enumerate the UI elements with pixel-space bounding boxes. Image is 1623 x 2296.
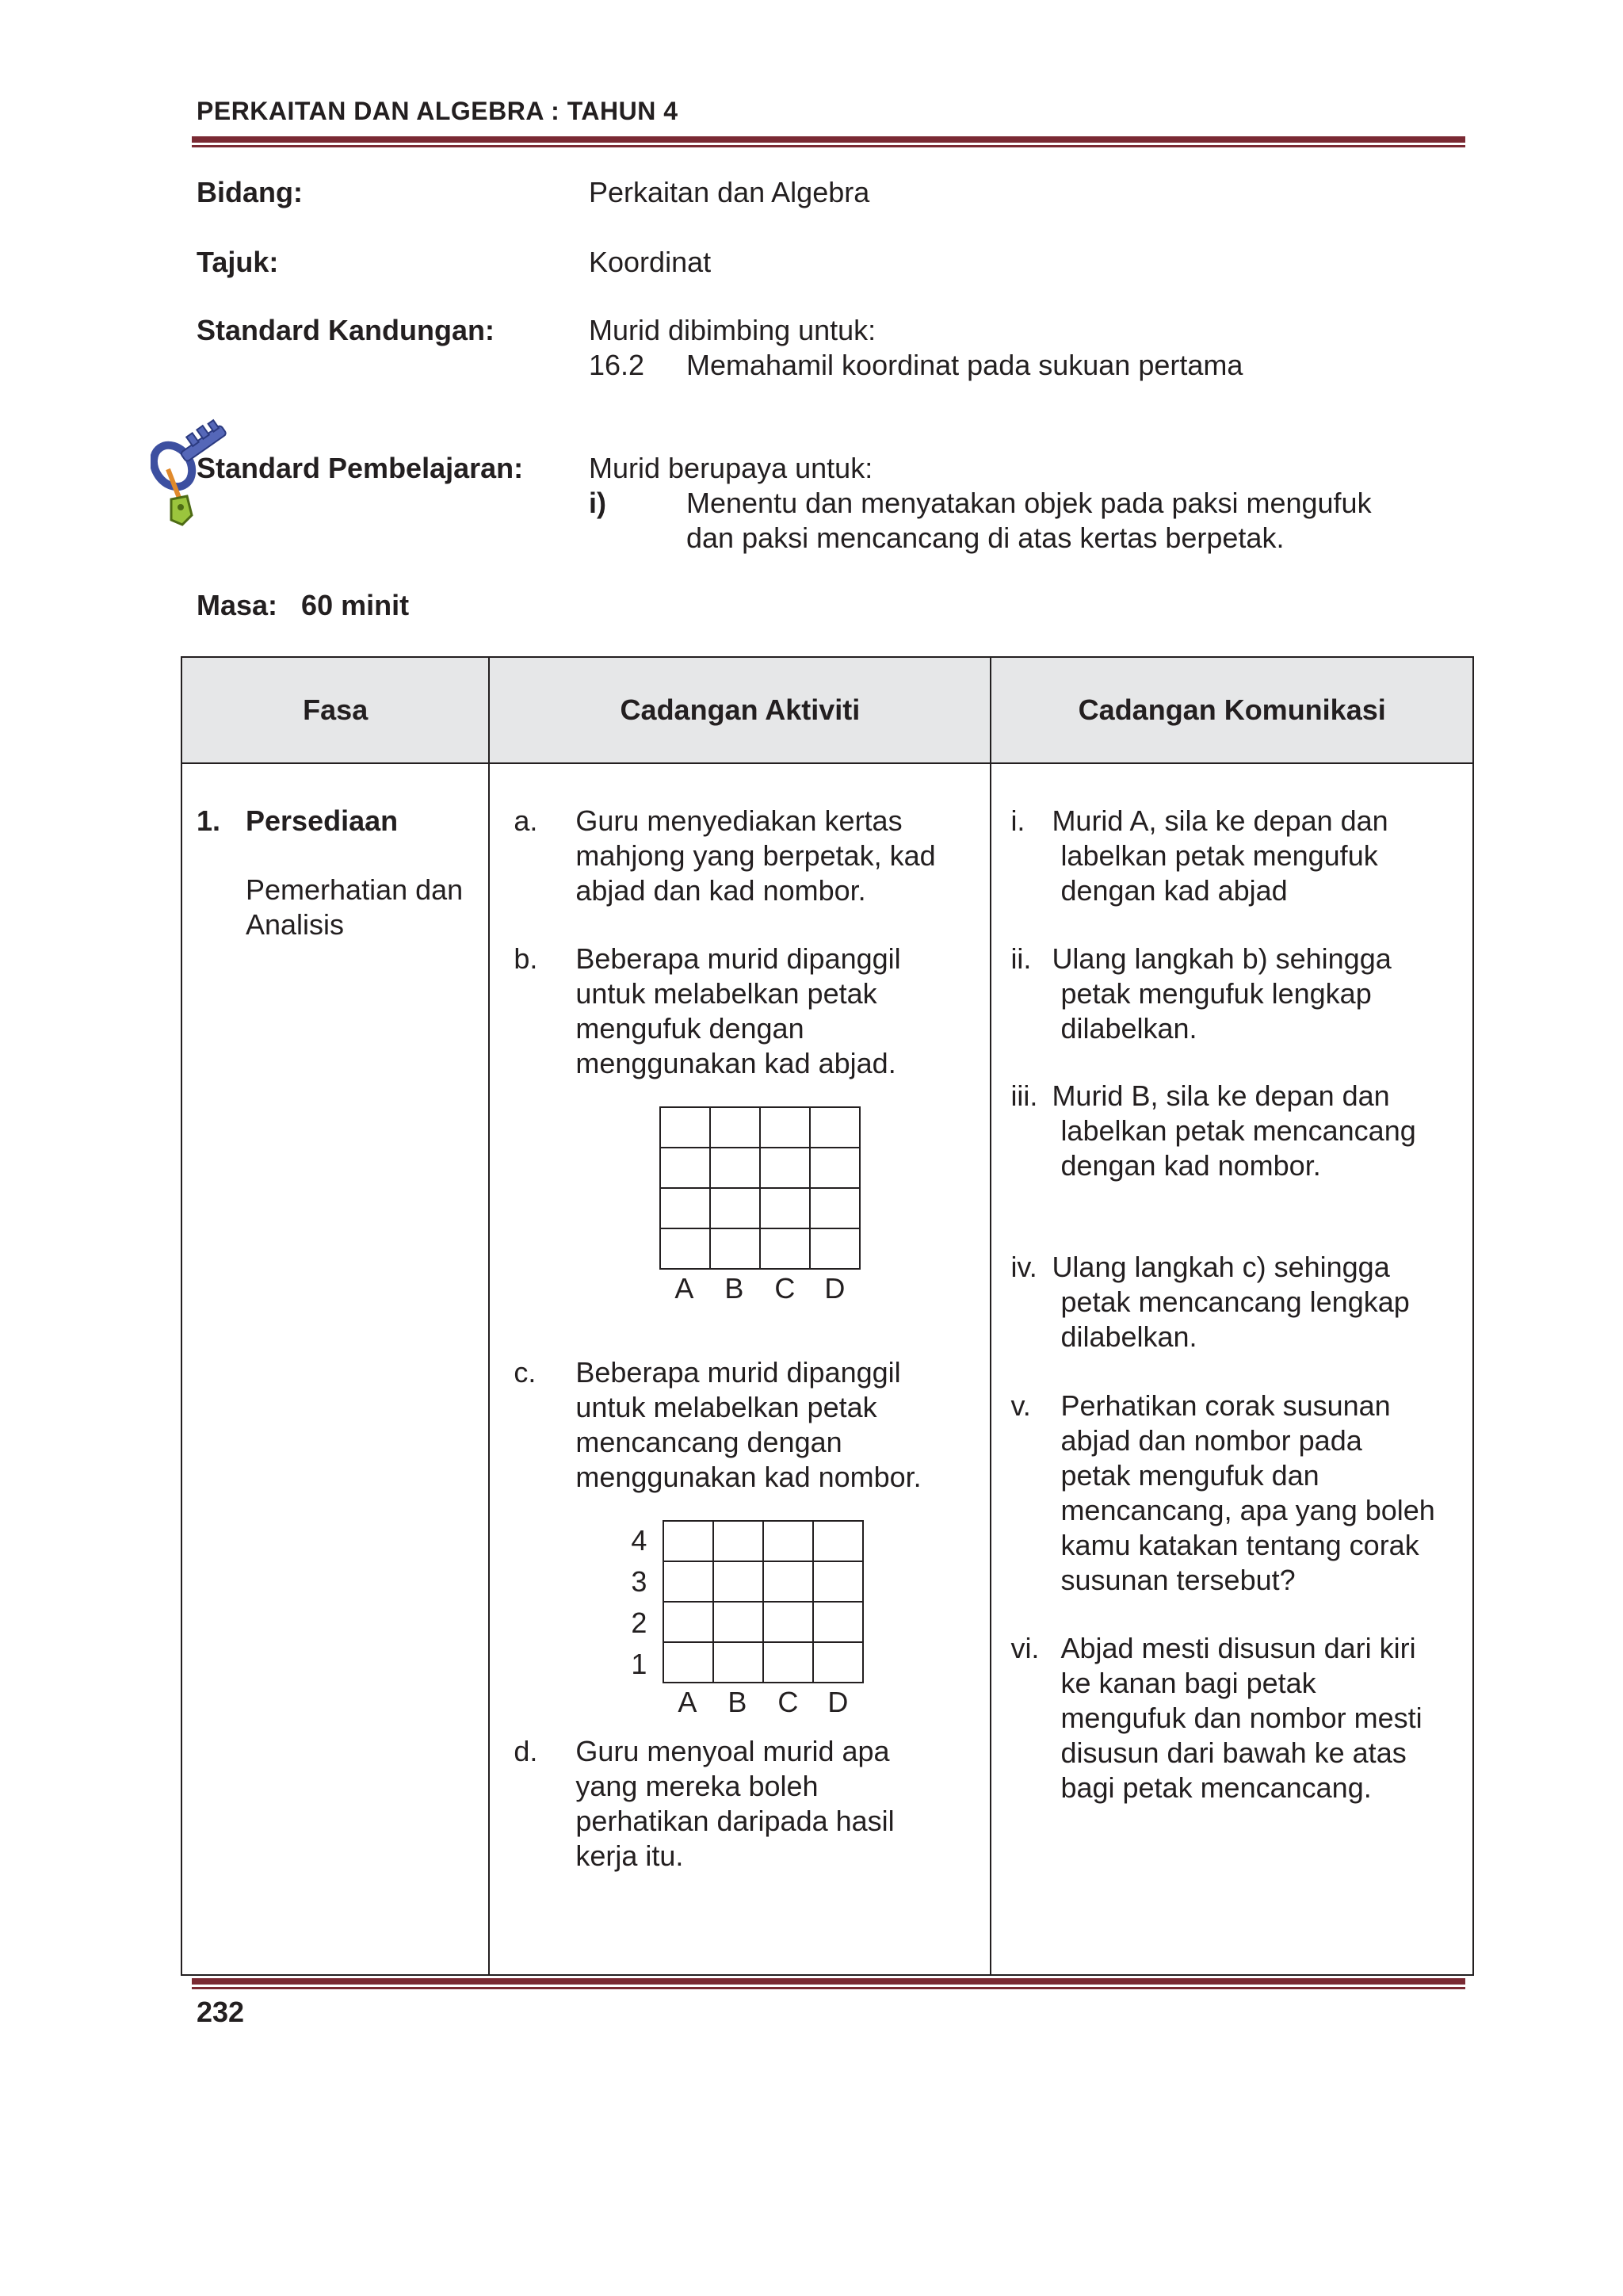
grid2-label-y-3: 3 <box>631 1565 647 1598</box>
komunikasi-iii-first: Murid B, sila ke depan dan <box>1052 1079 1390 1112</box>
komunikasi-iv-first: Ulang langkah c) sehingga <box>1052 1251 1390 1283</box>
header-komunikasi: Cadangan Komunikasi <box>991 657 1473 763</box>
komunikasi-v-first: Perhatikan corak susunan <box>1060 1389 1391 1422</box>
komunikasi-marker-v: v. <box>1010 1389 1031 1422</box>
aktiviti-d-line-2: yang mereka boleh <box>575 1770 819 1802</box>
aktiviti-b-line-2: untuk melabelkan petak <box>575 977 877 1010</box>
grid2-label-y-2: 2 <box>631 1606 647 1639</box>
aktiviti-c-line-1: Beberapa murid dipanggil <box>575 1356 901 1389</box>
komunikasi-ii-first: Ulang langkah b) sehingga <box>1052 942 1392 975</box>
komunikasi-i-line-2: dengan kad abjad <box>1060 874 1288 907</box>
masa-label: Masa: <box>197 589 278 621</box>
standard-kandungan-text: Memahamil koordinat pada sukuan pertama <box>686 349 1243 381</box>
grid2-label-x-d: D <box>827 1686 849 1718</box>
standard-pembelajaran-label: Standard Pembelajaran: <box>197 452 524 484</box>
grid2-label-x-b: B <box>727 1686 747 1718</box>
fasa-title: Persediaan <box>246 804 399 837</box>
grid2-label-x-c: C <box>777 1686 799 1718</box>
komunikasi-marker-iv: iv. <box>1010 1251 1037 1283</box>
standard-pembelajaran-number: i) <box>589 487 606 519</box>
masa-value: 60 minit <box>301 589 410 621</box>
aktiviti-marker-b: b. <box>514 942 538 975</box>
komunikasi-cell <box>991 763 1473 1975</box>
komunikasi-vi-line-1: ke kanan bagi petak <box>1060 1667 1316 1699</box>
komunikasi-i-first: Murid A, sila ke depan dan <box>1052 804 1388 837</box>
komunikasi-vi-first: Abjad mesti disusun dari kiri <box>1060 1632 1416 1664</box>
komunikasi-v-line-2: petak mengufuk dan <box>1060 1459 1319 1492</box>
header-fasa: Fasa <box>181 657 489 763</box>
masa-row <box>197 589 409 622</box>
komunikasi-marker-i: i. <box>1010 804 1025 837</box>
grid1-label-x-c: C <box>774 1272 796 1305</box>
aktiviti-c-line-2: untuk melabelkan petak <box>575 1391 877 1423</box>
grid2-label-x-a: A <box>678 1686 697 1718</box>
standard-pembelajaran-intro: Murid berupaya untuk: <box>589 452 873 484</box>
aktiviti-marker-c: c. <box>514 1356 537 1389</box>
aktiviti-d-line-3: perhatikan daripada hasil <box>575 1805 895 1837</box>
komunikasi-v-line-5: susunan tersebut? <box>1060 1564 1296 1596</box>
grid2-label-y-1: 1 <box>631 1648 647 1680</box>
rpp-table <box>181 656 1474 1976</box>
grid-horizontal-labels <box>658 1105 864 1271</box>
tajuk-value: Koordinat <box>589 246 712 278</box>
fasa-sub-1: Pemerhatian dan <box>246 873 464 906</box>
fasa-number: 1. <box>197 804 221 837</box>
bidang-value: Perkaitan dan Algebra <box>589 176 870 208</box>
aktiviti-marker-a: a. <box>514 804 538 837</box>
standard-pembelajaran-text-1: Menentu dan menyatakan objek pada paksi mengufuk <box>686 487 1372 519</box>
komunikasi-ii-line-1: petak mengufuk lengkap <box>1060 977 1372 1010</box>
komunikasi-ii-line-2: dilabelkan. <box>1060 1012 1197 1045</box>
aktiviti-d-line-4: kerja itu. <box>575 1839 684 1872</box>
aktiviti-cell <box>489 763 991 1975</box>
komunikasi-v-line-3: mencancang, apa yang boleh <box>1060 1494 1435 1526</box>
aktiviti-a-line-1: Guru menyediakan kertas <box>575 804 903 837</box>
komunikasi-v-line-4: kamu katakan tentang corak <box>1060 1529 1419 1561</box>
aktiviti-b-line-3: mengufuk dengan <box>575 1012 804 1045</box>
komunikasi-iv-line-2: dilabelkan. <box>1060 1320 1197 1353</box>
header-rule <box>192 136 1465 147</box>
page-number: 232 <box>197 1996 245 2028</box>
aktiviti-d-line-1: Guru menyoal murid apa <box>575 1735 890 1767</box>
komunikasi-vi-line-2: mengufuk dan nombor mesti <box>1060 1702 1423 1734</box>
komunikasi-marker-vi: vi. <box>1010 1632 1040 1664</box>
komunikasi-iv-line-1: petak mencancang lengkap <box>1060 1286 1410 1318</box>
komunikasi-marker-ii: ii. <box>1010 942 1032 975</box>
grid1-label-x-b: B <box>724 1272 744 1305</box>
fasa-sub-2: Analisis <box>246 908 345 941</box>
running-header: PERKAITAN DAN ALGEBRA : TAHUN 4 <box>197 97 678 125</box>
tajuk-label: Tajuk: <box>197 246 279 278</box>
komunikasi-v-line-1: abjad dan nombor pada <box>1060 1424 1362 1457</box>
standard-pembelajaran-text-2: dan paksi mencancang di atas kertas berpetak. <box>686 521 1285 554</box>
standard-kandungan-intro: Murid dibimbing untuk: <box>589 314 876 346</box>
aktiviti-c-line-4: menggunakan kad nombor. <box>575 1461 922 1493</box>
aktiviti-a-line-3: abjad dan kad nombor. <box>575 874 866 907</box>
aktiviti-b-line-4: menggunakan kad abjad. <box>575 1047 896 1079</box>
bidang-label: Bidang: <box>197 176 303 208</box>
aktiviti-marker-d: d. <box>514 1735 538 1767</box>
aktiviti-c-line-3: mencancang dengan <box>575 1426 842 1458</box>
komunikasi-i-line-1: labelkan petak mengufuk <box>1060 839 1378 872</box>
komunikasi-vi-line-4: bagi petak mencancang. <box>1060 1771 1372 1804</box>
grid-vertical-labels <box>661 1519 867 1685</box>
grid2-label-y-4: 4 <box>631 1524 647 1557</box>
komunikasi-marker-iii: iii. <box>1010 1079 1038 1112</box>
header-aktiviti: Cadangan Aktiviti <box>489 657 991 763</box>
grid1-label-x-d: D <box>824 1272 846 1305</box>
standard-kandungan-number: 16.2 <box>589 349 645 381</box>
fasa-cell <box>181 763 489 1975</box>
komunikasi-iii-line-2: dengan kad nombor. <box>1060 1149 1321 1182</box>
aktiviti-b-line-1: Beberapa murid dipanggil <box>575 942 901 975</box>
footer-rule <box>192 1978 1465 1989</box>
aktiviti-a-line-2: mahjong yang berpetak, kad <box>575 839 936 872</box>
komunikasi-iii-line-1: labelkan petak mencancang <box>1060 1114 1416 1147</box>
standard-kandungan-label: Standard Kandungan: <box>197 314 495 346</box>
grid1-label-x-a: A <box>674 1272 694 1305</box>
komunikasi-vi-line-3: disusun dari bawah ke atas <box>1060 1736 1407 1769</box>
